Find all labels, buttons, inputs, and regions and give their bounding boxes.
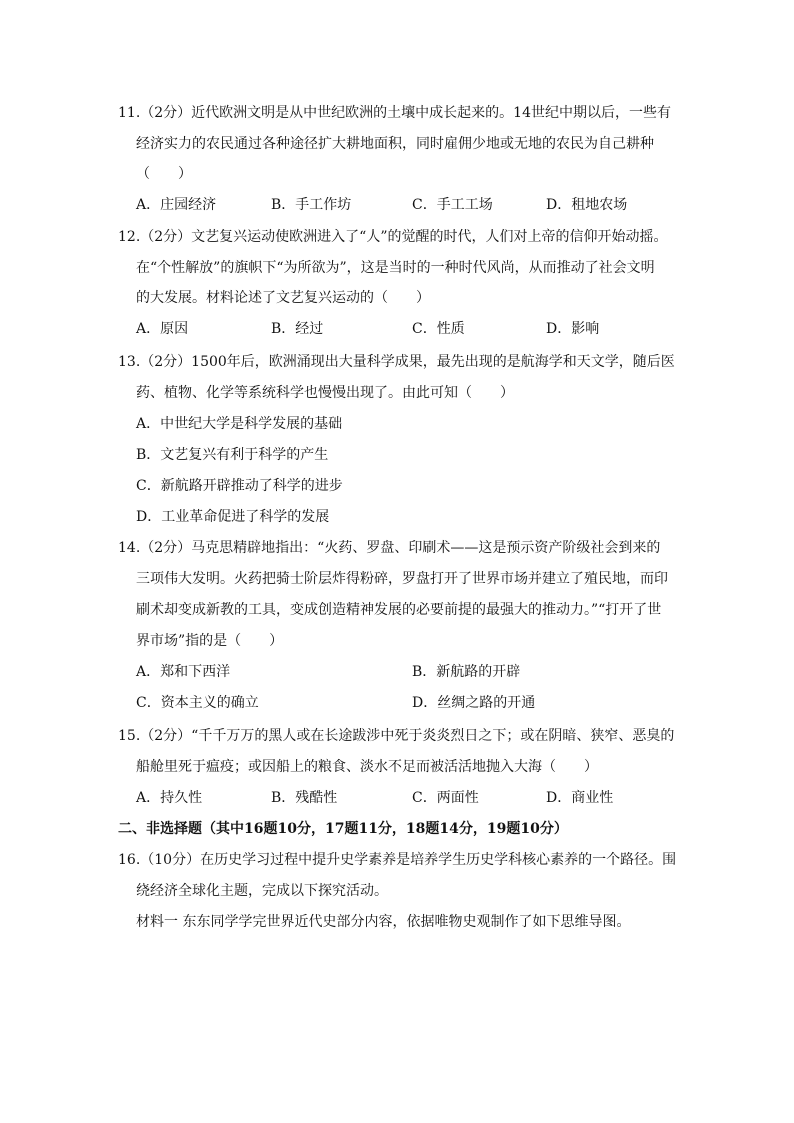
question-16-line-2: 绕经济全球化主题，完成以下探究活动。 — [136, 883, 388, 899]
question-15-option-b: B．残酷性 — [271, 790, 338, 806]
question-15-line-1: 15.（2分）“千千万万的黑人或在长途跋涉中死于炎炎烈日之下；或在阴暗、狭窄、恶臭的 — [118, 728, 675, 744]
material-1-intro: 材料一 东东同学学完世界近代史部分内容，依据唯物史观制作了如下思维导图。 — [136, 914, 631, 930]
question-11-option-c: C．手工工场 — [412, 197, 493, 213]
question-11-option-a: A．庄园经济 — [136, 197, 217, 213]
question-13-option-d: D．工业革命促进了科学的发展 — [136, 509, 330, 525]
question-13-line-2: 药、植物、化学等系统科学也慢慢出现了。由此可知（ ） — [136, 385, 514, 401]
question-14-option-d: D．丝绸之路的开通 — [412, 695, 536, 711]
question-12-option-d: D．影响 — [546, 321, 600, 337]
question-12-option-b: B．经过 — [271, 321, 324, 337]
question-14-option-a: A．郑和下西洋 — [136, 664, 231, 680]
question-14-line-4: 界市场”指的是（ ） — [136, 633, 284, 649]
question-14-option-b: B．新航路的开辟 — [412, 664, 521, 680]
question-11-line-3: （ ） — [136, 166, 192, 182]
question-12-line-2: 在“个性解放”的旗帜下“为所欲为”，这是当时的一种时代风尚，从而推动了社会文明 — [136, 260, 655, 276]
question-11-option-b: B．手工作坊 — [271, 197, 352, 213]
question-16-line-1: 16.（10分）在历史学习过程中提升史学素养是培养学生历史学科核心素养的一个路径。围 — [118, 852, 677, 868]
question-14-option-c: C．资本主义的确立 — [136, 695, 259, 711]
question-11-line-1: 11.（2分）近代欧洲文明是从中世纪欧洲的土壤中成长起来的。14世纪中期以后，一些有 — [118, 105, 671, 121]
question-14-line-3: 刷术却变成新教的工具，变成创造精神发展的必要前提的最强大的推动力。”“打开了世 — [136, 602, 662, 618]
question-11-line-2: 经济实力的农民通过各种途径扩大耕地面积，同时雇佣少地或无地的农民为自己耕种 — [136, 136, 654, 152]
question-15-line-2: 船舱里死于瘟疫；或因船上的粮食、淡水不足而被活活地抛入大海（ ） — [136, 759, 598, 775]
question-13-option-b: B．文艺复兴有利于科学的产生 — [136, 447, 329, 463]
question-14-line-2: 三项伟大发明。火药把骑士阶层炸得粉碎，罗盘打开了世界市场并建立了殖民地，而印 — [136, 571, 668, 587]
question-13-option-a: A．中世纪大学是科学发展的基础 — [136, 416, 343, 432]
question-15-option-d: D．商业性 — [546, 790, 614, 806]
section-2-heading: 二、非选择题（其中16题10分，17题11分，18题14分，19题10分） — [118, 821, 568, 837]
question-12-option-c: C．性质 — [412, 321, 465, 337]
question-12-option-a: A．原因 — [136, 321, 189, 337]
question-15-option-a: A．持久性 — [136, 790, 203, 806]
question-12-line-1: 12.（2分）文艺复兴运动使欧洲进入了“人”的觉醒的时代，人们对上帝的信仰开始动摇。 — [118, 229, 668, 245]
question-14-line-1: 14.（2分）马克思精辟地指出：“火药、罗盘、印刷术——这是预示资产阶级社会到来的 — [118, 540, 661, 556]
question-13-option-c: C．新航路开辟推动了科学的进步 — [136, 478, 343, 494]
question-15-option-c: C．两面性 — [412, 790, 479, 806]
question-13-line-1: 13.（2分）1500年后，欧洲涌现出大量科学成果，最先出现的是航海学和天文学，随后医 — [118, 354, 675, 370]
question-12-line-3: 的大发展。材料论述了文艺复兴运动的（ ） — [136, 290, 430, 306]
question-11-option-d: D．租地农场 — [546, 197, 628, 213]
